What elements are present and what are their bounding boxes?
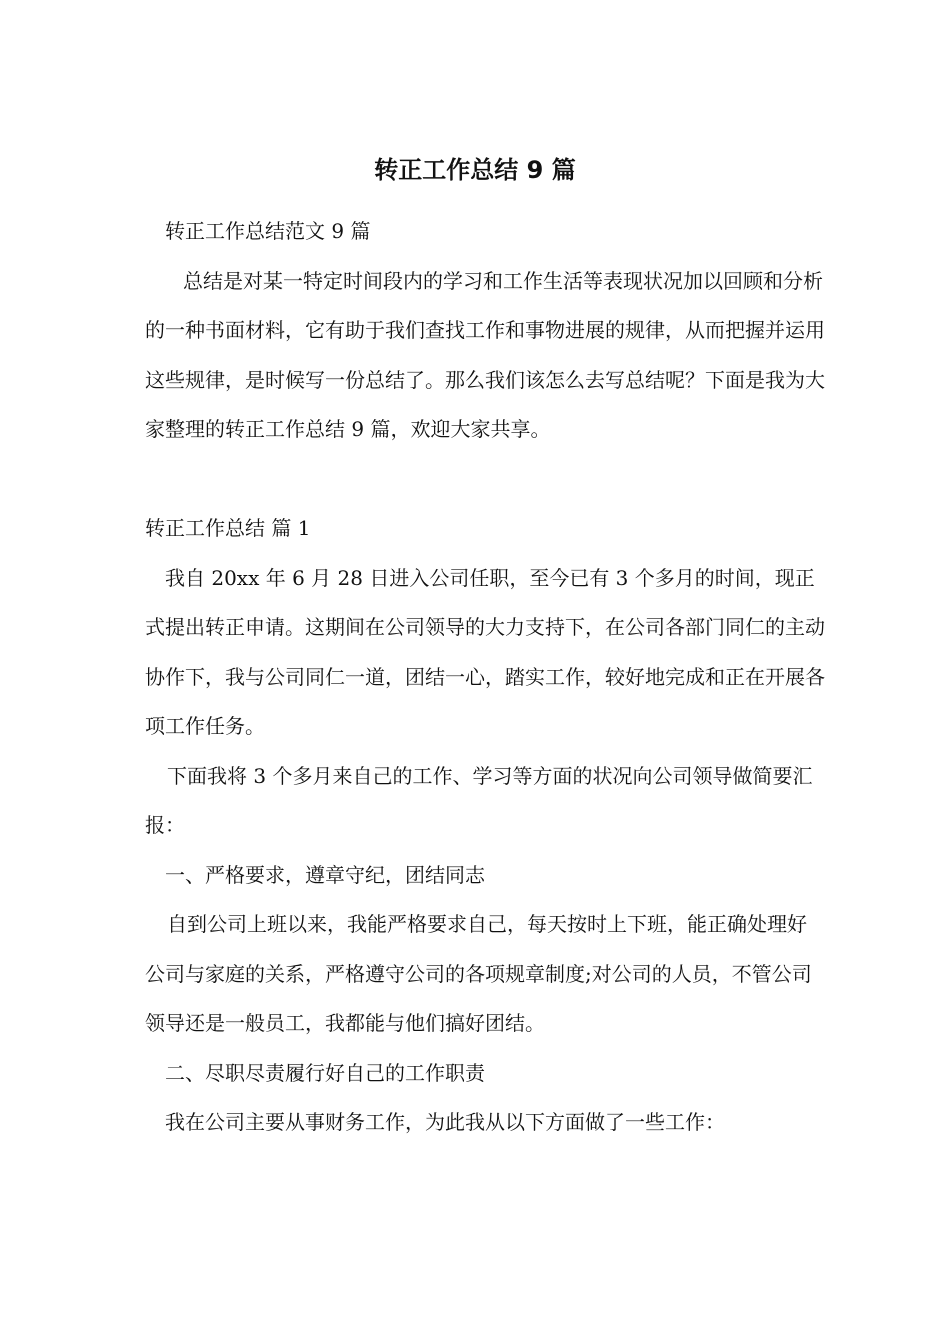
document-body [145, 207, 825, 1148]
list-heading-discipline: 一、严格要求，遵章守纪，团结同志 [165, 862, 485, 887]
list-heading-duties: 二、尽职尽责履行好自己的工作职责 [165, 1060, 485, 1085]
section-heading: 转正工作总结 篇 1 [145, 516, 311, 540]
paragraph-finance-work: 我在公司主要从事财务工作，为此我从以下方面做了一些工作： [165, 1110, 725, 1134]
paragraph-report-intro: 下面我将 3 个多月来自己的工作、学习等方面的状况向公司领导做简要汇报： [145, 763, 813, 837]
intro-paragraph: 总结是对某一特定时间段内的学习和工作生活等表现状况加以回顾和分析的一种书面材料，它有助于我们查找工作和事物进展的规律，从而把握并运用这些规律，是时候写一份总结了。那么我们该怎么去写总结呢？下面是我为大家整理的转正工作总结 9 篇，欢迎大家共享。 [145, 268, 825, 441]
document-title: 转正工作总结 9 篇 [374, 156, 576, 184]
paragraph-start-date: 我自 20xx 年 6 月 28 日进入公司任职，至今已有 3 个多月的时间，现正式提出转正申请。这期间在公司领导的大力支持下，在公司各部门同仁的主动协作下，我与公司同仁一道，团结一心，踏实工作，较好地完成和正在开展各项工作任务。 [145, 565, 825, 738]
paragraph-spacer [145, 455, 825, 505]
document-subtitle: 转正工作总结范文 9 篇 [165, 219, 371, 243]
paragraph-discipline: 自到公司上班以来，我能严格要求自己，每天按时上下班，能正确处理好公司与家庭的关系，严格遵守公司的各项规章制度;对公司的人员，不管公司领导还是一般员工，我都能与他们搞好团结。 [145, 912, 812, 1035]
